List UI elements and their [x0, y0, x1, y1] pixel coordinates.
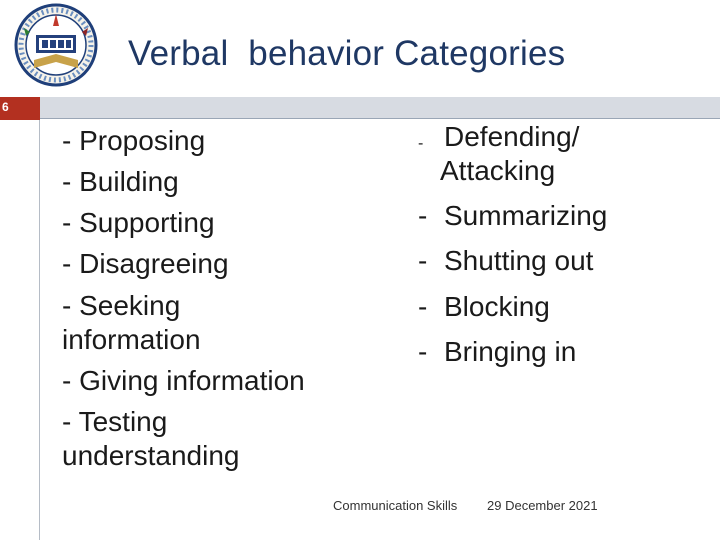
list-item-text: Shutting out	[444, 245, 594, 277]
list-item-text: Bringing in	[444, 335, 577, 367]
list-marker: -	[418, 245, 428, 277]
list-item	[410, 199, 710, 233]
list-item: - Supporting	[62, 207, 215, 239]
list-item: - Seeking information	[62, 289, 201, 355]
slide-number: 6	[0, 97, 40, 120]
list-item	[410, 244, 710, 278]
slide-title: Verbal behavior Categories	[128, 34, 566, 73]
list-item	[410, 335, 710, 369]
list-item-text	[440, 120, 710, 188]
list-item-text-line2: Attacking	[440, 155, 556, 187]
list-item: - Building	[62, 166, 179, 198]
list-item	[410, 290, 710, 324]
list-item	[410, 120, 710, 188]
list-item: - Proposing	[62, 125, 206, 156]
header-band-fill	[40, 97, 720, 119]
list-item-text: Blocking	[444, 290, 550, 322]
left-bullet-list	[62, 124, 382, 480]
list-marker: -	[418, 135, 424, 152]
list-marker: -	[418, 200, 428, 232]
left-divider-line	[39, 120, 40, 540]
right-bullet-list	[410, 120, 710, 380]
list-marker: -	[418, 335, 428, 367]
footer-date: 29 December 2021	[487, 498, 598, 513]
list-item-text-line1: Defending/	[444, 121, 580, 152]
institute-emblem-logo	[4, 2, 108, 88]
list-item: - Giving information	[62, 364, 305, 396]
list-item: - Testing understanding	[62, 406, 240, 472]
list-marker: -	[418, 290, 428, 322]
footer-course-name: Communication Skills	[333, 498, 458, 513]
list-item-text: Summarizing	[444, 200, 608, 232]
list-item: - Disagreeing	[62, 248, 229, 280]
header-band	[0, 97, 720, 120]
